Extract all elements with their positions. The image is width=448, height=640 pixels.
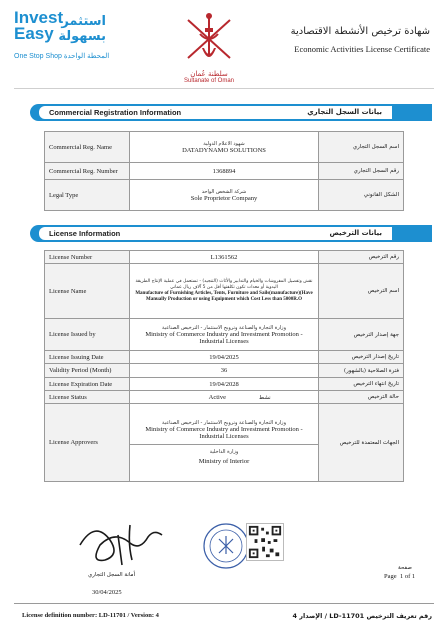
page-label: Page: [384, 573, 397, 580]
row-label-en: Commercial Reg. Number: [45, 163, 130, 180]
page-of: of: [404, 573, 411, 580]
certificate-title-ar: شهادة ترخيص الأنشطة الاقتصادية: [290, 26, 430, 37]
oman-emblem-icon: [178, 8, 240, 70]
table-row: [45, 351, 404, 364]
logo-en-line1: Invest: [14, 8, 64, 27]
row-value: [130, 391, 319, 404]
official-stamp-icon: [202, 522, 250, 570]
row-label-ar: تاريخ انتهاء الترخيص: [319, 378, 404, 391]
row-value: 19/04/2025: [130, 351, 319, 364]
table-row: [45, 391, 404, 404]
row-value: L1361562: [130, 251, 319, 264]
section-title-ar: بيانات السجل التجاري: [307, 108, 382, 116]
row-label-ar: الجهات المعتمدة للترخيص: [319, 404, 404, 482]
license-table: [44, 250, 404, 482]
section-title-en: Commercial Registration Information: [49, 108, 182, 117]
row-value: وزارة التجارة والصناعة وترويج الاستثمار - الترخيص الصناعية Ministry of Commerce Industry and Investment Promotion - Industrial Licenses: [130, 319, 319, 351]
table-row: [45, 132, 404, 163]
table-row: [45, 378, 404, 391]
row-label-ar: اسم الترخيص: [319, 264, 404, 319]
table-row: [45, 364, 404, 378]
row-value: شهود الاعلام الدولية DATADYNAMO SOLUTIONS: [130, 132, 319, 163]
section-bar-license: [30, 225, 432, 242]
invest-easy-logo: [14, 8, 110, 64]
section-bar-commercial: [30, 104, 432, 121]
section-title-ar: بيانات الترخيص: [329, 229, 382, 237]
approver-1-en: Ministry of Commerce Industry and Investment Promotion - Industrial Licenses: [145, 426, 303, 440]
row-label-en: Validity Period (Month): [45, 364, 130, 378]
page-indicator: [400, 573, 415, 580]
license-definition-en: License definition number: LD-11701 / Version: 4: [22, 612, 159, 619]
table-row: [45, 404, 404, 482]
emblem-caption: Sultanate of Oman: [183, 78, 235, 84]
issue-date: 30/04/2025: [92, 589, 122, 596]
section-title-en: License Information: [49, 229, 121, 238]
approver-1-ar: وزارة التجارة والصناعة وترويج الاستثمار - الترخيص الصناعية: [162, 420, 286, 426]
row-label-ar: جهة إصدار الترخيص: [319, 319, 404, 351]
row-label-en: License Expiration Date: [45, 378, 130, 391]
row-label-en: Commercial Reg. Name: [45, 132, 130, 163]
row-label-en: License Issuing Date: [45, 351, 130, 364]
row-label-en: License Approvers: [45, 404, 130, 482]
header: [0, 0, 448, 92]
row-label-ar: رقم الترخيص: [319, 251, 404, 264]
table-row: [45, 251, 404, 264]
table-row: [45, 264, 404, 319]
status-en: Active: [208, 393, 226, 401]
qr-code-icon: [246, 523, 284, 561]
page-total: 1: [411, 573, 416, 580]
registry-label-ar: أمانة السجل التجاري: [88, 572, 136, 578]
row-label-ar: حالة الترخيص: [319, 391, 404, 404]
approver-2-en: Ministry of Interior: [198, 458, 250, 465]
row-label-ar: تاريخ إصدار الترخيص: [319, 351, 404, 364]
table-row: [45, 319, 404, 351]
logo-subtitle: One Stop Shop المحطة الواحدة: [14, 53, 110, 60]
approvers-cell: [130, 404, 319, 482]
row-label-ar: رقم السجل التجاري: [319, 163, 404, 180]
approver-2-ar: وزارة الداخلية: [209, 449, 239, 455]
table-row: [45, 163, 404, 180]
page-number: 1: [400, 573, 404, 580]
row-value: 19/04/2028: [130, 378, 319, 391]
signature-icon: [70, 515, 170, 570]
row-value: 36: [130, 364, 319, 378]
certificate-title-en: Economic Activities License Certificate: [294, 44, 430, 54]
header-divider: [14, 88, 434, 89]
page-label-ar: صفحة: [398, 565, 412, 571]
row-label-ar: اسم السجل التجاري: [319, 132, 404, 163]
row-value: نقش وتفصيل المفروشات والخيام والتدابير والأثاث (التنجيد) - تستعمل في عملية الإنتاج الطريقة اليدوية أو معدات تكون تكلفتها أقل من 5 آلاف ريال عماني Manufacture of Furnishing Articles, Tents, Furniture and Sails(manufacture)(Have Manually Production or using Equipment which Cost Less than 5000R.O: [130, 264, 319, 319]
commercial-table: [44, 131, 404, 211]
row-label-en: Legal Type: [45, 180, 130, 211]
table-row: [45, 180, 404, 211]
row-label-en: License Number: [45, 251, 130, 264]
status-ar: نشط: [258, 394, 271, 401]
row-label-ar: فترة الصلاحية (بالشهور): [319, 364, 404, 378]
row-label-en: License Issued by: [45, 319, 130, 351]
footer-divider: [14, 603, 434, 604]
row-label-en: License Name: [45, 264, 130, 319]
row-label-en: License Status: [45, 391, 130, 404]
row-value: 1368894: [130, 163, 319, 180]
row-label-ar: الشكل القانوني: [319, 180, 404, 211]
emblem-caption-ar: سلطنة عُمان: [190, 70, 228, 78]
row-value: شركة الشخص الواحد Sole Proprietor Company: [130, 180, 319, 211]
logo-en-line2: Easy: [14, 24, 54, 43]
logo-ar: استثمر بسهولة: [58, 14, 106, 44]
license-definition-ar: رقم تعريف الترخيص LD-11701 / الإصدار 4: [292, 612, 432, 620]
